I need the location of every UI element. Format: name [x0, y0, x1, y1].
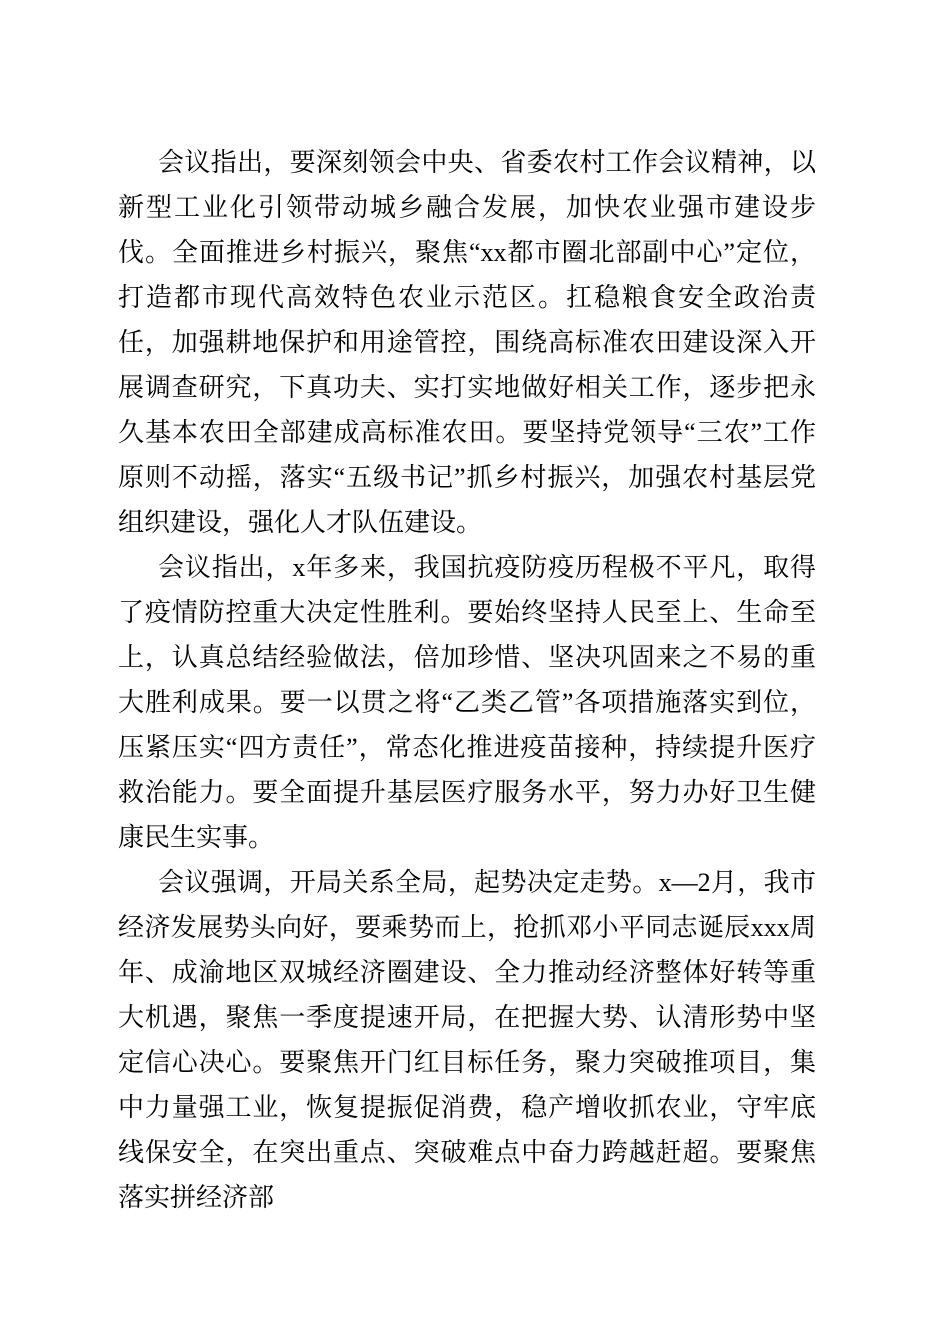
paragraph-epidemic-response: 会议指出，x年多来，我国抗疫防疫历程极不平凡，取得了疫情防控重大决定性胜利。要始终坚持人民至上、生命至上，认真总结经验做法，倍加珍惜、坚决巩固来之不易的重大胜利成果。要一以贯之将“乙类乙管”各项措施落实到位，压紧压实“四方责任”，常态化推进疫苗接种，持续提升医疗救治能力。要全面提升基层医疗服务水平，努力办好卫生健康民生实事。 — [118, 553, 816, 852]
paragraph-rural-work: 会议指出，要深刻领会中央、省委农村工作会议精神，以新型工业化引领带动城乡融合发展，加快农业强市建设步伐。全面推进乡村振兴，聚焦“xx都市圈北部副中心”定位，打造都市现代高效特色农业示范区。扛稳粮食安全政治责任，加强耕地保护和用途管控，围绕高标准农田建设深入开展调查研究，下真功夫、实打实地做好相关工作，逐步把永久基本农田全部建成高标准农田。要坚持党领导“三农”工作原则不动摇，落实“五级书记”抓乡村振兴，加强农村基层党组织建设，强化人才队伍建设。 — [118, 148, 816, 537]
paragraph-economic-opening: 会议强调，开局关系全局，起势决定走势。x—2月，我市经济发展势头向好，要乘势而上，抢抓邓小平同志诞辰xxx周年、成渝地区双城经济圈建设、全力推动经济整体好转等重大机遇，聚焦一季度提速开局，在把握大势、认清形势中坚定信心决心。要聚焦开门红目标任务，聚力突破推项目，集中力量强工业，恢复提振促消费，稳产增收抓农业，守牢底线保安全，在突出重点、突破难点中奋力跨越赶超。要聚焦落实拼经济部 — [118, 868, 816, 1212]
document-text-block — [118, 140, 816, 1220]
